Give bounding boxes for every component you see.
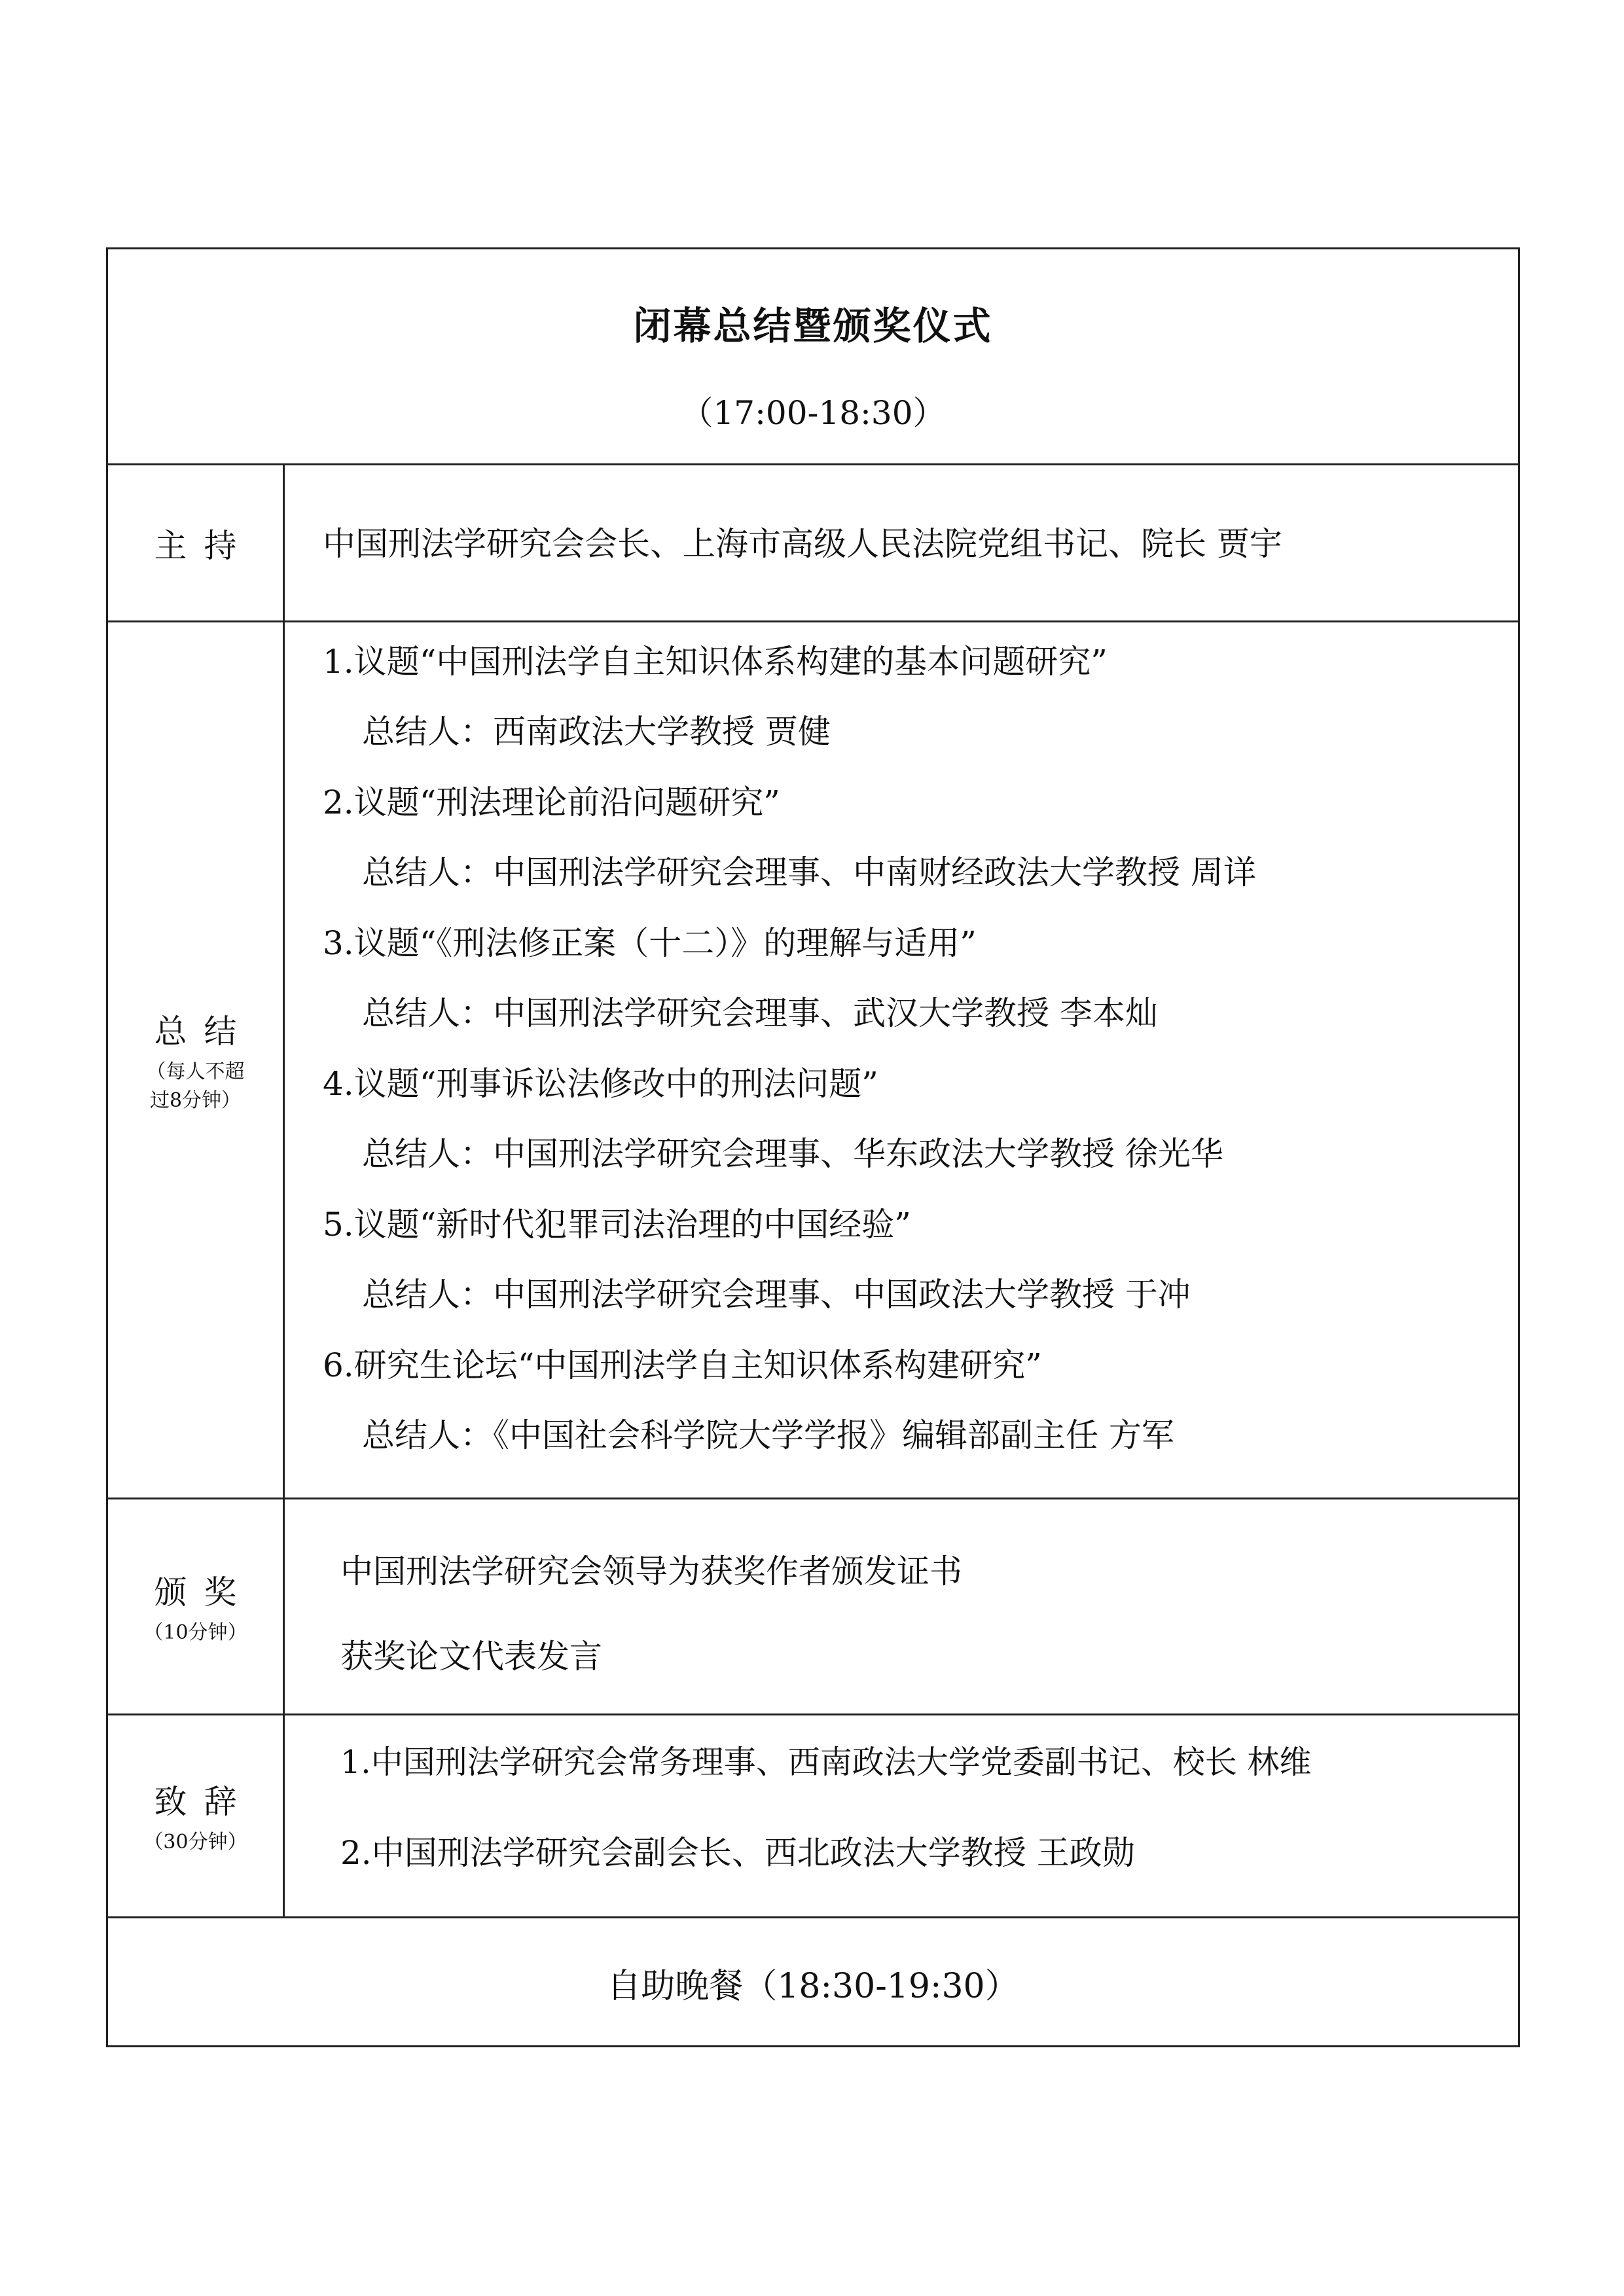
award-label-cell	[108, 1499, 285, 1713]
dinner-row	[108, 1918, 1518, 2047]
summary-person-1: 总结人：西南政法大学教授 贾健	[362, 713, 831, 751]
award-line-2: 获奖论文代表发言	[340, 1638, 602, 1676]
title-row	[108, 249, 1518, 465]
summary-topic-6: 6.研究生论坛“中国刑法学自主知识体系构建研究”	[323, 1346, 1042, 1384]
host-text: 中国刑法学研究会会长、上海市高级人民法院党组书记、院长 贾宇	[323, 525, 1282, 563]
summary-row	[108, 622, 1518, 1499]
host-content	[285, 465, 1518, 620]
summary-label-cell	[108, 622, 285, 1498]
award-row	[108, 1499, 1518, 1715]
program-table	[106, 247, 1520, 2047]
summary-person-4: 总结人：中国刑法学研究会理事、华东政法大学教授 徐光华	[362, 1135, 1223, 1173]
summary-content	[285, 622, 1518, 1498]
summary-topic-3: 3.议题“《刑法修正案（十二）》的理解与适用”	[323, 924, 977, 962]
award-line-1: 中国刑法学研究会领导为获奖作者颁发证书	[340, 1552, 962, 1590]
host-label-cell	[108, 465, 285, 620]
summary-topic-2: 2.议题“刑法理论前沿问题研究”	[323, 783, 780, 821]
summary-time-note: （每人不超过8分钟）	[146, 1060, 245, 1112]
summary-topic-4: 4.议题“刑事诉讼法修改中的刑法问题”	[323, 1065, 878, 1103]
session-time: （17:00-18:30）	[680, 394, 946, 432]
dinner-text: 自助晚餐（18:30-19:30）	[607, 1967, 1019, 2006]
speech-label-cell	[108, 1715, 285, 1916]
speech-line-1: 1.中国刑法学研究会常务理事、西南政法大学党委副书记、校长 林维	[340, 1744, 1312, 1781]
host-label: 主持	[154, 526, 254, 565]
page-title: 闭幕总结暨颁奖仪式	[633, 304, 993, 348]
speech-row	[108, 1715, 1518, 1918]
speech-label: 致辞	[154, 1782, 254, 1821]
host-row	[108, 465, 1518, 622]
summary-topic-5: 5.议题“新时代犯罪司法治理的中国经验”	[323, 1206, 911, 1244]
summary-person-3: 总结人：中国刑法学研究会理事、武汉大学教授 李本灿	[362, 994, 1158, 1032]
summary-person-5: 总结人：中国刑法学研究会理事、中国政法大学教授 于冲	[362, 1276, 1191, 1314]
speech-line-2: 2.中国刑法学研究会副会长、西北政法大学教授 王政勋	[340, 1834, 1135, 1872]
award-time-note: （10分钟）	[143, 1621, 247, 1644]
award-content	[285, 1499, 1518, 1713]
summary-topic-1: 1.议题“中国刑法学自主知识体系构建的基本问题研究”	[323, 643, 1108, 681]
summary-person-2: 总结人：中国刑法学研究会理事、中南财经政法大学教授 周详	[362, 853, 1256, 891]
speech-content	[285, 1715, 1518, 1916]
award-label: 颁奖	[154, 1573, 254, 1611]
summary-person-6: 总结人：《中国社会科学院大学学报》编辑部副主任 方军	[362, 1416, 1174, 1454]
summary-label: 总结	[154, 1012, 254, 1050]
speech-time-note: （30分钟）	[143, 1830, 247, 1854]
